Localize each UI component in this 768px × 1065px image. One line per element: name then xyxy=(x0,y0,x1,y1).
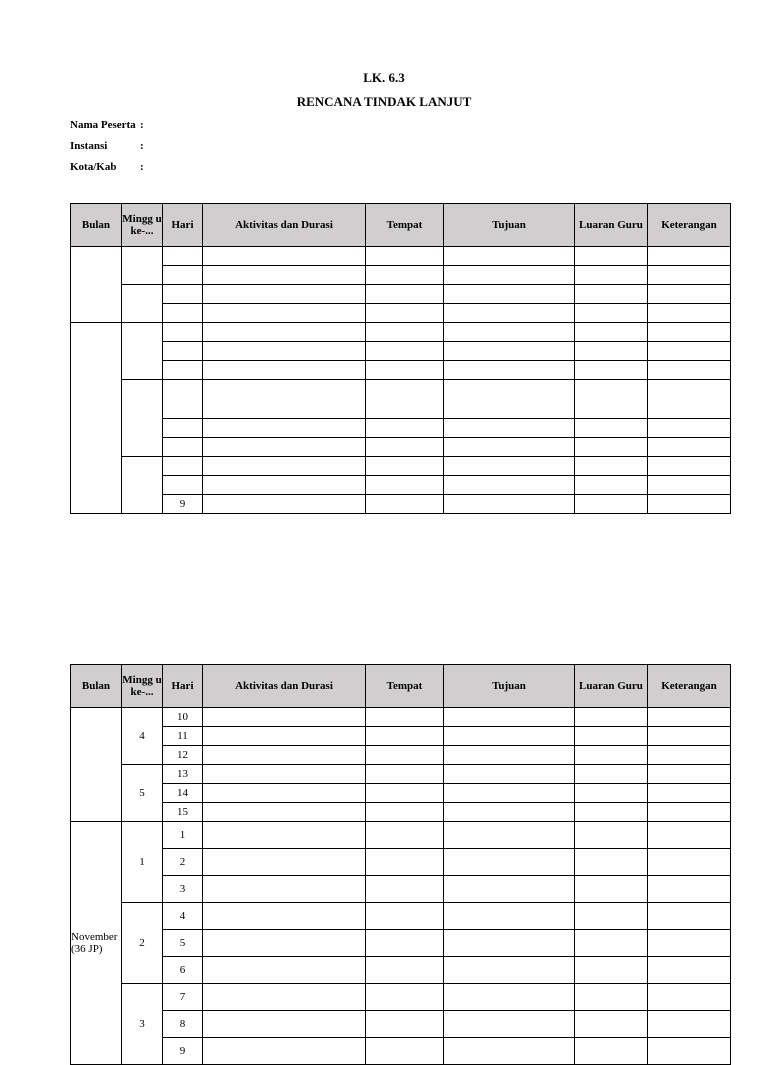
cell-keterangan[interactable] xyxy=(648,1011,731,1038)
cell-aktivitas[interactable] xyxy=(203,266,366,285)
cell-tempat[interactable] xyxy=(366,495,444,514)
cell-luaran[interactable] xyxy=(575,304,648,323)
cell-hari[interactable] xyxy=(163,457,203,476)
cell-tempat[interactable] xyxy=(366,1011,444,1038)
cell-keterangan[interactable] xyxy=(648,438,731,457)
cell-keterangan[interactable] xyxy=(648,822,731,849)
cell-tujuan[interactable] xyxy=(444,708,575,727)
cell-aktivitas[interactable] xyxy=(203,765,366,784)
cell-keterangan[interactable] xyxy=(648,419,731,438)
cell-hari[interactable]: 8 xyxy=(163,1011,203,1038)
cell-hari[interactable]: 14 xyxy=(163,784,203,803)
cell-minggu[interactable] xyxy=(122,247,163,285)
header-tujuan: Tujuan xyxy=(444,665,575,708)
cell-tempat[interactable] xyxy=(366,746,444,765)
table-row xyxy=(71,1011,731,1038)
cell-tujuan[interactable] xyxy=(444,746,575,765)
table-row xyxy=(71,438,731,457)
cell-tempat[interactable] xyxy=(366,476,444,495)
header-bulan: Bulan xyxy=(71,204,122,247)
table-row xyxy=(71,476,731,495)
cell-hari[interactable] xyxy=(163,419,203,438)
header-hari: Hari xyxy=(163,665,203,708)
cell-hari[interactable]: 4 xyxy=(163,903,203,930)
table-row xyxy=(71,495,731,514)
cell-luaran[interactable] xyxy=(575,1011,648,1038)
cell-luaran[interactable] xyxy=(575,984,648,1011)
cell-minggu[interactable] xyxy=(122,380,163,457)
cell-hari[interactable]: 2 xyxy=(163,849,203,876)
cell-keterangan[interactable] xyxy=(648,876,731,903)
cell-minggu[interactable] xyxy=(122,457,163,514)
cell-keterangan[interactable] xyxy=(648,247,731,266)
cell-luaran[interactable] xyxy=(575,495,648,514)
header-tempat: Tempat xyxy=(366,665,444,708)
cell-luaran[interactable] xyxy=(575,903,648,930)
cell-keterangan[interactable] xyxy=(648,457,731,476)
cell-luaran[interactable] xyxy=(575,323,648,342)
cell-keterangan[interactable] xyxy=(648,476,731,495)
cell-tempat[interactable] xyxy=(366,876,444,903)
cell-aktivitas[interactable] xyxy=(203,1011,366,1038)
table-row xyxy=(71,930,731,957)
table-row xyxy=(71,323,731,342)
cell-aktivitas[interactable] xyxy=(203,419,366,438)
field-separator: : xyxy=(140,161,144,173)
table-row xyxy=(71,822,731,849)
header-bulan: Bulan xyxy=(71,665,122,708)
cell-luaran[interactable] xyxy=(575,266,648,285)
cell-tujuan[interactable] xyxy=(444,476,575,495)
table-row xyxy=(71,380,731,419)
cell-hari[interactable]: 7 xyxy=(163,984,203,1011)
cell-hari[interactable]: 11 xyxy=(163,727,203,746)
cell-aktivitas[interactable] xyxy=(203,380,366,419)
cell-tujuan[interactable] xyxy=(444,1011,575,1038)
cell-hari[interactable]: 10 xyxy=(163,708,203,727)
header-luaran: Luaran Guru xyxy=(575,204,648,247)
cell-tujuan[interactable] xyxy=(444,784,575,803)
cell-aktivitas[interactable] xyxy=(203,746,366,765)
cell-keterangan[interactable] xyxy=(648,304,731,323)
document-title: RENCANA TINDAK LANJUT xyxy=(296,94,472,109)
cell-tempat[interactable] xyxy=(366,708,444,727)
cell-keterangan[interactable] xyxy=(648,495,731,514)
cell-luaran[interactable] xyxy=(575,930,648,957)
table-row xyxy=(71,803,731,822)
header-aktivitas: Aktivitas dan Durasi xyxy=(203,665,366,708)
cell-keterangan[interactable] xyxy=(648,784,731,803)
cell-hari[interactable]: 1 xyxy=(163,822,203,849)
cell-luaran[interactable] xyxy=(575,849,648,876)
cell-tempat[interactable] xyxy=(366,304,444,323)
cell-luaran[interactable] xyxy=(575,342,648,361)
header-hari: Hari xyxy=(163,204,203,247)
cell-keterangan[interactable] xyxy=(648,380,731,419)
cell-tujuan[interactable] xyxy=(444,361,575,380)
cell-tempat[interactable] xyxy=(366,765,444,784)
header-tempat: Tempat xyxy=(366,204,444,247)
cell-minggu[interactable]: 3 xyxy=(122,984,163,1065)
cell-bulan[interactable] xyxy=(71,323,122,514)
cell-keterangan[interactable] xyxy=(648,803,731,822)
table-row xyxy=(71,304,731,323)
cell-hari[interactable]: 12 xyxy=(163,746,203,765)
plan-table-1 xyxy=(70,203,731,514)
cell-keterangan[interactable] xyxy=(648,285,731,304)
cell-tempat[interactable] xyxy=(366,984,444,1011)
header-row xyxy=(71,665,731,708)
cell-hari[interactable]: 13 xyxy=(163,765,203,784)
cell-minggu[interactable] xyxy=(122,285,163,323)
cell-tempat[interactable] xyxy=(366,822,444,849)
cell-luaran[interactable] xyxy=(575,822,648,849)
cell-tujuan[interactable] xyxy=(444,457,575,476)
cell-tempat[interactable] xyxy=(366,849,444,876)
cell-tujuan[interactable] xyxy=(444,285,575,304)
cell-keterangan[interactable] xyxy=(648,984,731,1011)
cell-aktivitas[interactable] xyxy=(203,438,366,457)
cell-luaran[interactable] xyxy=(575,765,648,784)
table-row xyxy=(71,361,731,380)
cell-keterangan[interactable] xyxy=(648,930,731,957)
cell-aktivitas[interactable] xyxy=(203,476,366,495)
cell-tujuan[interactable] xyxy=(444,727,575,746)
cell-keterangan[interactable] xyxy=(648,903,731,930)
cell-tujuan[interactable] xyxy=(444,876,575,903)
table-row xyxy=(71,984,731,1011)
cell-aktivitas[interactable] xyxy=(203,822,366,849)
table-row xyxy=(71,765,731,784)
cell-tujuan[interactable] xyxy=(444,822,575,849)
cell-tujuan[interactable] xyxy=(444,984,575,1011)
cell-bulan[interactable] xyxy=(71,708,122,822)
cell-aktivitas[interactable] xyxy=(203,784,366,803)
cell-hari[interactable]: 3 xyxy=(163,876,203,903)
cell-tujuan[interactable] xyxy=(444,266,575,285)
cell-luaran[interactable] xyxy=(575,361,648,380)
table-row xyxy=(71,849,731,876)
cell-aktivitas[interactable] xyxy=(203,903,366,930)
cell-keterangan[interactable] xyxy=(648,765,731,784)
cell-luaran[interactable] xyxy=(575,957,648,984)
cell-hari[interactable]: 9 xyxy=(163,1038,203,1065)
cell-luaran[interactable] xyxy=(575,438,648,457)
cell-keterangan[interactable] xyxy=(648,957,731,984)
header-row xyxy=(71,204,731,247)
table-row xyxy=(71,876,731,903)
cell-tempat[interactable] xyxy=(366,803,444,822)
table-row xyxy=(71,342,731,361)
cell-luaran[interactable] xyxy=(575,419,648,438)
cell-luaran[interactable] xyxy=(575,476,648,495)
cell-tempat[interactable] xyxy=(366,903,444,930)
header-tujuan: Tujuan xyxy=(444,204,575,247)
field-label: Nama Peserta xyxy=(70,119,136,131)
cell-luaran[interactable] xyxy=(575,1038,648,1065)
table-row xyxy=(71,727,731,746)
cell-hari[interactable] xyxy=(163,361,203,380)
cell-tujuan[interactable] xyxy=(444,380,575,419)
cell-keterangan[interactable] xyxy=(648,266,731,285)
cell-aktivitas[interactable] xyxy=(203,849,366,876)
cell-aktivitas[interactable] xyxy=(203,930,366,957)
table-row xyxy=(71,285,731,304)
cell-hari[interactable]: 5 xyxy=(163,930,203,957)
field-separator: : xyxy=(140,119,144,131)
cell-hari[interactable]: 9 xyxy=(163,495,203,514)
field-instansi xyxy=(70,140,148,152)
cell-tempat[interactable] xyxy=(366,419,444,438)
table-row xyxy=(71,247,731,266)
cell-tujuan[interactable] xyxy=(444,930,575,957)
cell-tempat[interactable] xyxy=(366,342,444,361)
cell-tempat[interactable] xyxy=(366,438,444,457)
cell-tujuan[interactable] xyxy=(444,903,575,930)
cell-aktivitas[interactable] xyxy=(203,803,366,822)
header-minggu: Mingg u ke-... xyxy=(122,204,163,247)
table-row xyxy=(71,708,731,727)
field-kota-kab xyxy=(70,161,148,173)
cell-luaran[interactable] xyxy=(575,708,648,727)
table-row xyxy=(71,746,731,765)
cell-tujuan[interactable] xyxy=(444,247,575,266)
cell-hari[interactable] xyxy=(163,342,203,361)
plan-table-2 xyxy=(70,664,731,1065)
cell-aktivitas[interactable] xyxy=(203,708,366,727)
field-nama-peserta xyxy=(70,119,148,131)
cell-tempat[interactable] xyxy=(366,380,444,419)
cell-tujuan[interactable] xyxy=(444,957,575,984)
cell-keterangan[interactable] xyxy=(648,746,731,765)
table-row xyxy=(71,784,731,803)
cell-bulan[interactable] xyxy=(71,247,122,323)
cell-hari[interactable] xyxy=(163,266,203,285)
cell-tempat[interactable] xyxy=(366,930,444,957)
cell-minggu[interactable]: 4 xyxy=(122,708,163,765)
cell-aktivitas[interactable] xyxy=(203,1038,366,1065)
cell-aktivitas[interactable] xyxy=(203,285,366,304)
cell-aktivitas[interactable] xyxy=(203,457,366,476)
cell-tujuan[interactable] xyxy=(444,849,575,876)
cell-keterangan[interactable] xyxy=(648,727,731,746)
cell-hari[interactable] xyxy=(163,476,203,495)
cell-aktivitas[interactable] xyxy=(203,342,366,361)
cell-tempat[interactable] xyxy=(366,727,444,746)
cell-hari[interactable] xyxy=(163,285,203,304)
cell-luaran[interactable] xyxy=(575,285,648,304)
field-label: Instansi xyxy=(70,140,108,152)
cell-aktivitas[interactable] xyxy=(203,304,366,323)
cell-aktivitas[interactable] xyxy=(203,247,366,266)
cell-keterangan[interactable] xyxy=(648,1038,731,1065)
cell-hari[interactable] xyxy=(163,304,203,323)
table-row xyxy=(71,1038,731,1065)
cell-tempat[interactable] xyxy=(366,285,444,304)
cell-minggu[interactable]: 5 xyxy=(122,765,163,822)
field-separator: : xyxy=(140,140,144,152)
cell-luaran[interactable] xyxy=(575,803,648,822)
cell-tempat[interactable] xyxy=(366,457,444,476)
cell-bulan[interactable]: November (36 JP) xyxy=(71,822,122,1065)
cell-keterangan[interactable] xyxy=(648,323,731,342)
cell-aktivitas[interactable] xyxy=(203,876,366,903)
cell-aktivitas[interactable] xyxy=(203,361,366,380)
cell-keterangan[interactable] xyxy=(648,342,731,361)
header-aktivitas: Aktivitas dan Durasi xyxy=(203,204,366,247)
cell-tujuan[interactable] xyxy=(444,342,575,361)
cell-aktivitas[interactable] xyxy=(203,495,366,514)
cell-tempat[interactable] xyxy=(366,1038,444,1065)
table-row xyxy=(71,903,731,930)
cell-tujuan[interactable] xyxy=(444,438,575,457)
cell-aktivitas[interactable] xyxy=(203,323,366,342)
header-keterangan: Keterangan xyxy=(648,665,731,708)
cell-tujuan[interactable] xyxy=(444,495,575,514)
cell-keterangan[interactable] xyxy=(648,708,731,727)
cell-aktivitas[interactable] xyxy=(203,727,366,746)
cell-hari[interactable] xyxy=(163,380,203,419)
cell-tujuan[interactable] xyxy=(444,1038,575,1065)
cell-tujuan[interactable] xyxy=(444,323,575,342)
cell-tempat[interactable] xyxy=(366,957,444,984)
cell-tujuan[interactable] xyxy=(444,304,575,323)
cell-tempat[interactable] xyxy=(366,247,444,266)
cell-hari[interactable] xyxy=(163,438,203,457)
table-row xyxy=(71,419,731,438)
cell-keterangan[interactable] xyxy=(648,361,731,380)
cell-tempat[interactable] xyxy=(366,266,444,285)
header-luaran: Luaran Guru xyxy=(575,665,648,708)
cell-luaran[interactable] xyxy=(575,247,648,266)
table-row xyxy=(71,266,731,285)
table-row xyxy=(71,957,731,984)
table-row xyxy=(71,457,731,476)
cell-luaran[interactable] xyxy=(575,876,648,903)
cell-luaran[interactable] xyxy=(575,727,648,746)
cell-luaran[interactable] xyxy=(575,380,648,419)
cell-luaran[interactable] xyxy=(575,457,648,476)
cell-tujuan[interactable] xyxy=(444,803,575,822)
cell-tempat[interactable] xyxy=(366,361,444,380)
cell-tempat[interactable] xyxy=(366,784,444,803)
cell-hari[interactable] xyxy=(163,323,203,342)
cell-hari[interactable]: 15 xyxy=(163,803,203,822)
cell-hari[interactable] xyxy=(163,247,203,266)
header-minggu: Mingg u ke-... xyxy=(122,665,163,708)
header-keterangan: Keterangan xyxy=(648,204,731,247)
cell-minggu[interactable]: 2 xyxy=(122,903,163,984)
cell-tujuan[interactable] xyxy=(444,765,575,784)
cell-aktivitas[interactable] xyxy=(203,984,366,1011)
document-code: LK. 6.3 xyxy=(363,70,405,85)
cell-aktivitas[interactable] xyxy=(203,957,366,984)
cell-minggu[interactable] xyxy=(122,323,163,380)
cell-luaran[interactable] xyxy=(575,784,648,803)
cell-tujuan[interactable] xyxy=(444,419,575,438)
cell-tempat[interactable] xyxy=(366,323,444,342)
cell-minggu[interactable]: 1 xyxy=(122,822,163,903)
cell-luaran[interactable] xyxy=(575,746,648,765)
cell-keterangan[interactable] xyxy=(648,849,731,876)
cell-hari[interactable]: 6 xyxy=(163,957,203,984)
field-label: Kota/Kab xyxy=(70,161,117,173)
